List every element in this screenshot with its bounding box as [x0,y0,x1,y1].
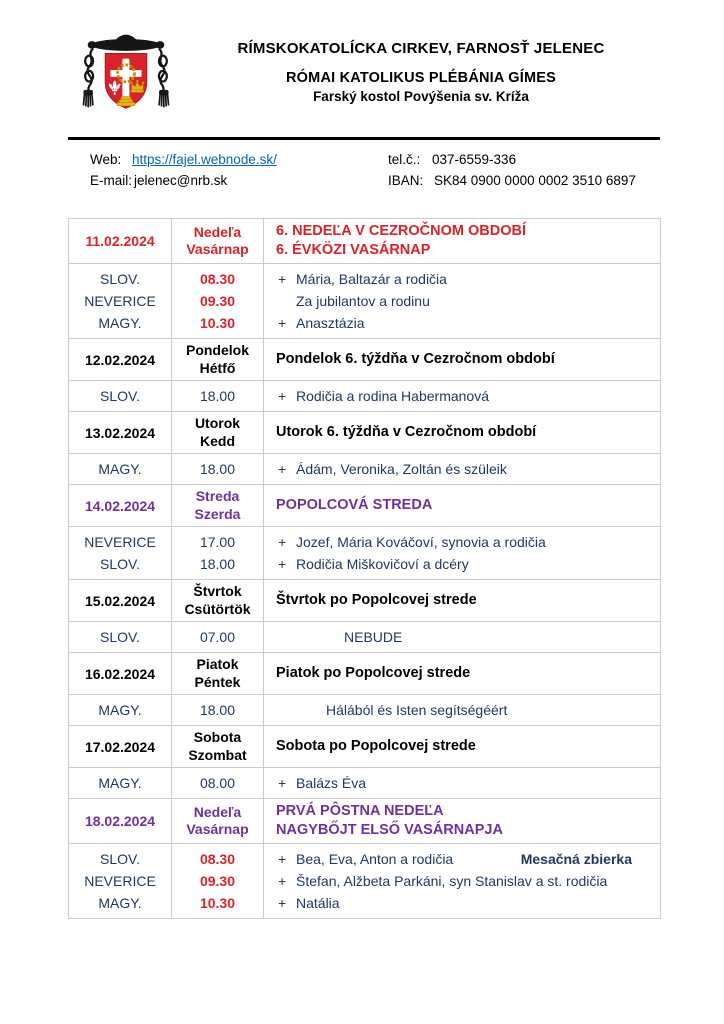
intention-line [278,892,660,914]
intention-text: Za jubilantov a rodinu [296,293,430,309]
date-cell: 13.02.2024 [69,412,172,454]
mass-time: 07.00 [199,629,236,645]
time-cell [172,381,264,412]
intention-line [278,290,660,312]
intention-cell [264,527,661,580]
day-name-line: Nedeľa [193,223,242,240]
mass-row [69,527,661,580]
email-label: E-mail: [90,173,133,188]
intention-text: Mária, Baltazár a rodičia [296,271,447,287]
mass-time: 08.30 [199,851,236,867]
time-cell [172,622,264,653]
day-name-cell [172,653,264,695]
mass-time: 18.00 [199,702,236,718]
intention-line [278,699,660,721]
mass-time: 10.30 [199,895,236,911]
feast-title-cell [264,799,661,844]
intention-line [278,312,660,334]
mass-row [69,622,661,653]
page-header [0,0,724,130]
intention-text: Rodičia Miškovičoví a dcéry [296,556,469,572]
day-name-cell [172,219,264,264]
header-titles [178,28,664,104]
feast-title-cell [264,412,661,454]
web-link[interactable]: https://fajel.webnode.sk/ [132,152,277,167]
intention-cell [264,695,661,726]
mass-row [69,454,661,485]
time-cell [172,768,264,799]
day-header-row [69,653,661,695]
plus-sign: + [278,556,287,572]
place-cell [69,768,172,799]
day-name-cell [172,412,264,454]
mass-time: 09.30 [199,873,236,889]
day-header-row [69,580,661,622]
day-header-row [69,339,661,381]
day-name-line: Utorok [194,415,241,431]
intention-line [278,268,660,290]
day-name-cell [172,339,264,381]
mass-row [69,381,661,412]
web-label: Web: [90,152,122,167]
mass-schedule-table [68,218,661,919]
place-cell [69,454,172,485]
parish-crest-icon [74,28,178,130]
place-label: SLOV. [100,388,140,404]
feast-title-cell [264,653,661,695]
plus-sign: + [278,873,287,889]
feast-title-line: Piatok po Popolcovej strede [276,665,471,681]
day-name-line: Csütörtök [184,600,251,617]
intention-line [278,848,660,870]
tel-label: tel.č.: [388,152,421,167]
iban-value: SK84 0900 0000 0002 3510 6897 [434,173,636,188]
feast-title-line: POPOLCOVÁ STREDA [276,497,433,513]
date-cell: 16.02.2024 [69,653,172,695]
mass-time: 18.00 [199,461,236,477]
time-cell [172,527,264,580]
place-cell [69,264,172,339]
place-label: MAGY. [98,775,142,791]
schedule-table-body [69,219,661,919]
intention-cell [264,622,661,653]
tel-value: 037-6559-336 [432,152,517,167]
date-cell: 18.02.2024 [69,799,172,844]
plus-sign: + [278,534,287,550]
place-label: NEVERICE [84,293,156,309]
time-cell [172,264,264,339]
intention-text: Ádám, Veronika, Zoltán és szüleik [296,461,507,477]
day-header-row [69,219,661,264]
plus-sign: + [278,388,287,404]
contact-right [388,149,636,191]
date-cell: 12.02.2024 [69,339,172,381]
intention-cell [264,844,661,919]
day-name-cell [172,485,264,527]
crest-tassel-right [159,90,168,107]
plus-sign: + [278,271,287,287]
parish-name-hu: RÓMAI KATOLIKUS PLÉBÁNIA GÍMES [286,70,556,86]
feast-title-line: 6. ÉVKÖZI VASÁRNAP [276,242,431,258]
day-name-line: Štvrtok [193,583,242,599]
date-cell: 11.02.2024 [69,219,172,264]
day-name-line: Pondelok [185,342,249,358]
day-header-row [69,726,661,768]
intention-line [278,553,660,575]
date-cell: 15.02.2024 [69,580,172,622]
intention-line [278,385,660,407]
church-name: Farský kostol Povýšenia sv. Kríža [313,89,529,104]
feast-title-cell [264,219,661,264]
place-label: NEVERICE [84,534,156,550]
place-cell [69,844,172,919]
feast-title-cell [264,485,661,527]
feast-title-cell [264,580,661,622]
intention-text: Balázs Éva [296,775,367,791]
mass-time: 10.30 [199,315,236,331]
date-cell: 14.02.2024 [69,485,172,527]
feast-title-cell [264,726,661,768]
plus-sign: + [278,461,287,477]
day-name-line: Streda [195,488,240,504]
feast-title-line: 6. NEDEĽA V CEZROČNOM OBDOBÍ [276,223,527,239]
place-label: SLOV. [100,556,140,572]
iban-label: IBAN: [388,173,424,188]
day-name-line: Szerda [194,505,241,522]
day-header-row [69,412,661,454]
place-label: SLOV. [100,271,140,287]
intention-line [278,626,660,648]
email-value: jelenec@nrb.sk [134,173,228,188]
day-name-line: Vasárnap [186,821,249,837]
mass-row [69,695,661,726]
feast-title-cell [264,339,661,381]
place-label: MAGY. [98,895,142,911]
feast-title-line: NAGYBŐJT ELSŐ VASÁRNAPJA [276,822,503,838]
time-cell [172,454,264,485]
intention-line [278,772,660,794]
mass-time: 18.00 [199,388,236,404]
intention-cell [264,264,661,339]
mass-time: 17.00 [199,534,236,550]
intention-line [278,531,660,553]
intention-cell [264,381,661,412]
plus-sign: + [278,315,287,331]
day-name-cell [172,726,264,768]
plus-sign: + [278,775,287,791]
intention-cell [264,454,661,485]
time-cell [172,695,264,726]
feast-title-line: Utorok 6. týždňa v Cezročnom období [276,424,537,440]
day-name-line: Hétfő [199,359,236,376]
mass-time: 08.30 [199,271,236,287]
feast-title-line: Štvrtok po Popolcovej strede [276,592,477,608]
place-label: MAGY. [98,702,142,718]
intention-text: Rodičia a rodina Habermanová [296,388,489,404]
intention-line [278,870,660,892]
date-cell: 17.02.2024 [69,726,172,768]
crest-cord-left [85,49,93,92]
collection-note: Mesačná zbierka [520,851,632,867]
intention-text: NEBUDE [344,629,403,645]
place-label: NEVERICE [84,873,156,889]
day-name-line: Sobota [193,729,242,745]
day-header-row [69,799,661,844]
mass-row [69,768,661,799]
feast-title-line: Pondelok 6. týždňa v Cezročnom období [276,351,555,367]
intention-text: Štefan, Alžbeta Parkáni, syn Stanislav a st. rodičia [296,873,608,889]
mass-row [69,844,661,919]
plus-sign: + [278,851,287,867]
place-label: SLOV. [100,629,140,645]
day-name-cell [172,799,264,844]
place-cell [69,622,172,653]
day-name-line: Vasárnap [186,241,249,257]
contact-block [0,140,724,191]
feast-title-line: Sobota po Popolcovej strede [276,738,476,754]
crest-cord-right [159,49,167,92]
crest-tassel-left [83,90,92,107]
intention-text: Anasztázia [296,315,365,331]
day-name-line: Péntek [194,673,241,690]
contact-left [90,149,388,191]
place-label: MAGY. [98,315,142,331]
day-name-line: Piatok [196,656,239,672]
place-cell [69,527,172,580]
mass-time: 09.30 [199,293,236,309]
day-name-line: Szombat [188,746,247,763]
time-cell [172,844,264,919]
place-label: SLOV. [100,851,140,867]
intention-text: Bea, Eva, Anton a rodičia [296,851,454,867]
day-name-line: Kedd [200,432,235,449]
mass-time: 08.00 [199,775,236,791]
day-name-cell [172,580,264,622]
mass-time: 18.00 [199,556,236,572]
day-header-row [69,485,661,527]
place-cell [69,695,172,726]
place-cell [69,381,172,412]
intention-text: Natália [296,895,340,911]
intention-line [278,458,660,480]
day-name-line: Nedeľa [193,803,242,820]
feast-title-line: PRVÁ PÔSTNA NEDEĽA [276,803,444,819]
intention-cell [264,768,661,799]
galero-hat-icon [88,35,165,51]
intention-text: Hálából és Isten segítségéért [326,702,508,718]
mass-row [69,264,661,339]
intention-text: Jozef, Mária Kováčoví, synovia a rodičia [296,534,546,550]
plus-sign: + [278,895,287,911]
parish-name-sk: RÍMSKOKATOLÍCKA CIRKEV, FARNOSŤ JELENEC [237,40,605,57]
place-label: MAGY. [98,461,142,477]
